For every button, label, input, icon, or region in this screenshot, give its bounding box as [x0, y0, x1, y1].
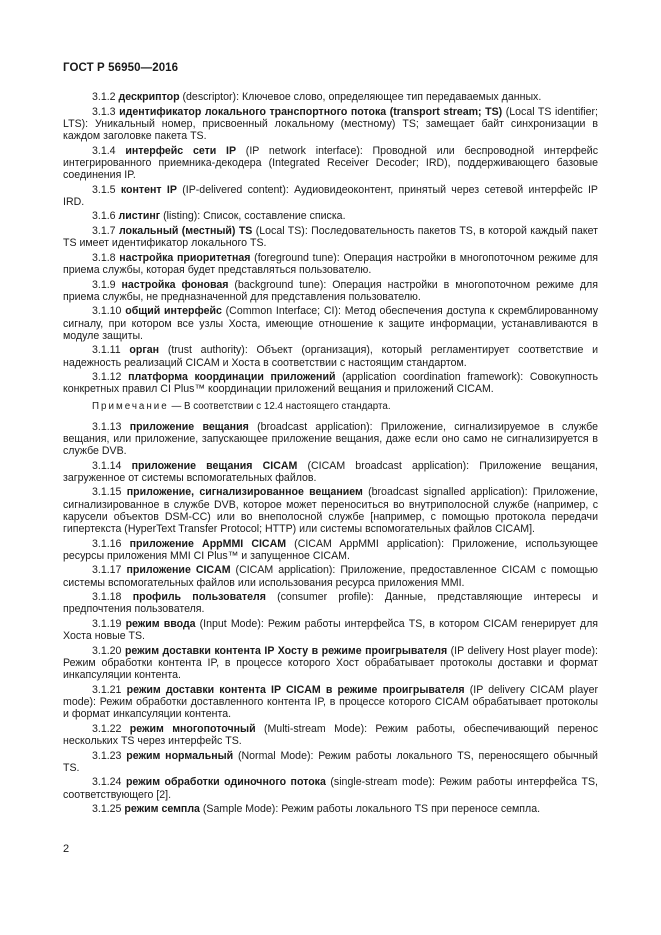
- term-number: 3.1.16: [92, 537, 122, 550]
- note-dash: —: [168, 400, 184, 412]
- term-definition: [63, 421, 598, 458]
- term-name: орган: [129, 344, 160, 357]
- term-name: режим ввода: [125, 617, 196, 630]
- term-definition: [63, 210, 598, 222]
- term-name: режим многопоточный: [129, 722, 256, 735]
- term-name: режим обработки одиночного потока: [125, 776, 326, 789]
- term-description: (IP delivery CICAM player mode): Режим обработки доставленного контента IP, в процессе которого CICAM обрабатывает протоколы и формат инкапсуляции контента.: [63, 683, 598, 721]
- term-name: листинг: [118, 210, 161, 223]
- term-name: приложение, сигнализированное вещанием: [126, 486, 363, 499]
- terms-section: [63, 91, 598, 818]
- term-description: (Local TS identifier; LTS): Уникальный номер, присвоенный локальному (местному) TS; замещает байт синхронизации в каждом заголовке пакета TS.: [63, 105, 598, 142]
- term-definition: [63, 305, 598, 342]
- term-name: приложение вещания: [129, 420, 249, 433]
- term-definition: [63, 460, 598, 484]
- term-description: (IP-delivered content): Аудиовидеоконтент, принятый через сетевой интерфейс IP IRD.: [63, 183, 598, 208]
- term-description: (trust authority): Объект (организация), который регламентирует соответствие и надежность реализаций CICAM и Хоста в соответствии с настоящим стандартом.: [63, 344, 598, 369]
- term-description: (broadcast application): Приложение, сигнализируемое в службе вещания, или приложение, запускающее приложение вещания, даже если оно само не сигнализируется в службе DVB.: [63, 420, 598, 457]
- term-definition: [63, 486, 598, 535]
- term-definition: [63, 538, 598, 562]
- term-number: 3.1.8: [92, 251, 116, 264]
- term-number: 3.1.13: [92, 420, 122, 433]
- term-description: (CICAM AppMMI application): Приложение, использующее ресурсы приложения MMI CI Plus™ и запущенное CICAM.: [63, 537, 598, 562]
- term-number: 3.1.12: [92, 371, 122, 384]
- term-definition: [63, 750, 598, 774]
- terms-group-before-note: [63, 91, 598, 396]
- term-name: платформа координации приложений: [128, 371, 336, 384]
- term-number: 3.1.25: [92, 803, 122, 816]
- term-number: 3.1.18: [92, 591, 122, 604]
- term-number: 3.1.3: [92, 105, 116, 118]
- terms-group-after-note: [63, 421, 598, 816]
- term-description: (consumer profile): Данные, представляющие интересы и предпочтения пользователя.: [63, 591, 598, 616]
- term-description: (Input Mode): Режим работы интерфейса TS, в котором CICAM генерирует для Хоста новые TS.: [63, 617, 599, 643]
- term-name: контент IP: [120, 183, 177, 196]
- note-text: В соответствии с 12.4 настоящего стандарта.: [183, 400, 391, 412]
- term-name: локальный (местный) TS: [118, 224, 253, 237]
- term-number: 3.1.17: [92, 564, 122, 577]
- term-name: приложение AppMMI CICAM: [129, 537, 287, 550]
- term-name: режим семпла: [124, 803, 200, 816]
- page-number: 2: [63, 843, 70, 855]
- term-definition: [63, 564, 598, 588]
- term-name: интерфейс сети IP: [125, 144, 237, 157]
- term-name: дескриптор: [118, 91, 180, 103]
- term-name: общий интерфейс: [125, 305, 222, 318]
- term-name: режим доставки контента IP Хосту в режиме проигрывателя: [124, 644, 448, 657]
- term-number: 3.1.4: [92, 144, 116, 157]
- term-number: 3.1.19: [92, 617, 122, 630]
- term-name: настройка фоновая: [121, 278, 229, 291]
- term-description: (Common Interface; CI): Метод обеспечения доступа к скремблированному сигналу, при котором все узлы Хоста, имеющие отношение к защите информации, устанавливаются в модуле защиты.: [63, 305, 598, 342]
- term-definition: [63, 106, 598, 143]
- term-number: 3.1.7: [92, 224, 116, 237]
- term-definition: [63, 145, 598, 182]
- term-description: (Local TS): Последовательность пакетов TS, в которой каждый пакет TS имеет идентификатор локального TS.: [63, 224, 598, 250]
- term-number: 3.1.20: [92, 644, 122, 657]
- term-description: (listing): Список, составление списка.: [160, 210, 346, 223]
- term-definition: [63, 91, 598, 103]
- term-description: (CICAM broadcast application): Приложение вещания, загруженное от системы вспомогательных файлов.: [63, 459, 598, 484]
- term-name: идентификатор локального транспортного потока (transport stream; TS): [119, 105, 503, 118]
- term-number: 3.1.11: [92, 344, 121, 357]
- term-definition: [63, 279, 598, 303]
- term-definition: [63, 645, 598, 682]
- note-paragraph: [63, 401, 598, 413]
- term-definition: [63, 252, 598, 276]
- note-label: Примечание: [92, 400, 169, 412]
- term-definition: [63, 225, 598, 249]
- term-definition: [63, 371, 598, 395]
- term-description: (IP network interface): Проводной или беспроводной интерфейс интегрированного приемника-декодера (Integrated Receiver Decoder; IRD), поддерживающего базовые соединения IP.: [63, 144, 598, 181]
- term-number: 3.1.5: [92, 183, 116, 196]
- term-number: 3.1.24: [92, 776, 122, 789]
- term-name: режим нормальный: [126, 749, 234, 762]
- term-description: (broadcast signalled application): Приложение, сигнализированное в службе DVB, которое может переноситься во внутриполосной службе (например, с карусели объектов DSM-CC) или во внеполосной службе [например, с помощью протокола передачи гипертекста (HyperText Transfer Protocol; HTTP) или системы вспомогательных файлов CICAM].: [63, 486, 598, 535]
- term-number: 3.1.22: [92, 722, 122, 735]
- term-description: (IP delivery Host player mode): Режим обработки контента IP, в процессе которого Хост обрабатывает протоколы доставки и формат инкапсуляции контента.: [63, 644, 598, 682]
- term-number: 3.1.9: [92, 278, 116, 291]
- term-number: 3.1.21: [92, 683, 122, 696]
- term-description: (single-stream mode): Режим работы интерфейса TS, соответствующего [2].: [63, 776, 598, 801]
- term-name: профиль пользователя: [132, 591, 266, 604]
- term-description: (descriptor): Ключевое слово, определяющее тип передаваемых данных.: [179, 91, 542, 103]
- term-definition: [63, 184, 598, 208]
- term-description: (Normal Mode): Режим работы локального TS, переносящего обычный TS.: [63, 749, 598, 774]
- term-description: (Sample Mode): Режим работы локального TS при переносе семпла.: [199, 803, 541, 816]
- term-definition: [63, 776, 598, 800]
- term-description: (application coordination framework): Совокупность конкретных правил CI Plus™ координации приложений вещания и приложений CICAM.: [63, 371, 598, 396]
- term-description: (Multi-stream Mode): Режим работы, обеспечивающий перенос нескольких TS через интерфейс TS.: [63, 722, 598, 747]
- term-number: 3.1.6: [92, 210, 116, 223]
- term-definition: [63, 344, 598, 368]
- term-definition: [63, 803, 598, 815]
- term-definition: [63, 591, 598, 615]
- term-number: 3.1.2: [92, 91, 116, 103]
- term-number: 3.1.23: [92, 749, 122, 762]
- term-number: 3.1.15: [92, 486, 122, 499]
- term-name: приложение вещания CICAM: [131, 459, 298, 472]
- term-description: (CICAM application): Приложение, предоставленное CICAM с помощью системы вспомогательных файлов или использования ресурса приложения MMI.: [63, 564, 598, 589]
- term-name: приложение CICAM: [126, 564, 231, 577]
- term-definition: [63, 618, 598, 642]
- term-description: (foreground tune): Операция настройки в многопоточном режиме для приема службы, которая будет представляться пользователю.: [63, 251, 598, 276]
- term-definition: [63, 723, 598, 747]
- term-number: 3.1.14: [92, 459, 122, 472]
- term-definition: [63, 684, 598, 721]
- term-name: режим доставки контента IP CICAM в режиме проигрывателя: [126, 683, 465, 696]
- term-description: (background tune): Операция настройки в многопоточном режиме для приема службы, не предназначенной для представления пользователю.: [63, 278, 598, 303]
- document-header: ГОСТ Р 56950—2016: [63, 62, 179, 74]
- term-number: 3.1.10: [92, 305, 122, 318]
- term-name: настройка приоритетная: [119, 251, 251, 264]
